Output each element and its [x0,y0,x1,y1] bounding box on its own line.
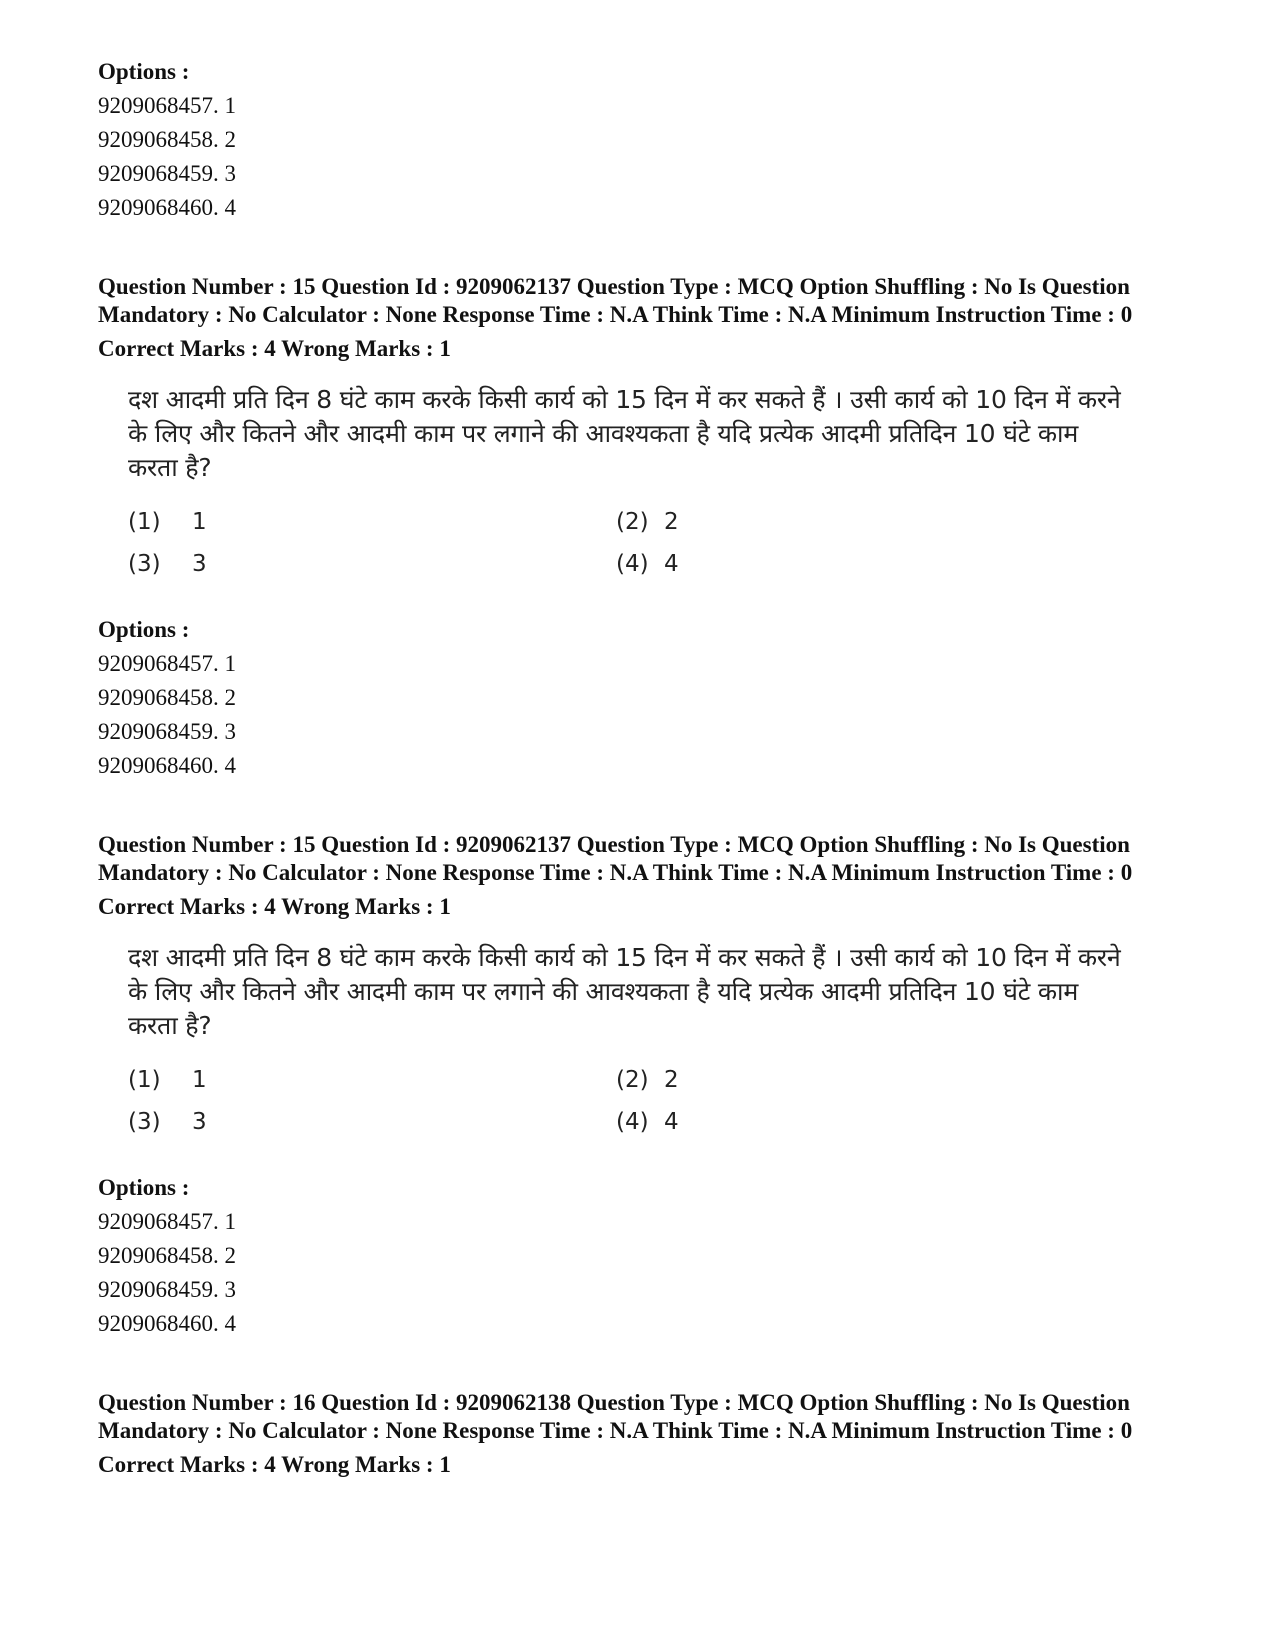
options-block [98,55,1178,225]
choice-item [616,507,816,537]
question-marks: Correct Marks : 4 Wrong Marks : 1 [98,894,451,919]
choice-item [128,1107,616,1137]
options-heading: Options : [98,617,190,642]
choice-number: (1) [128,1067,161,1093]
question-block [98,273,1178,783]
question-text: दश आदमी प्रति दिन 8 घंटे काम करके किसी कार्य को 15 दिन में कर सकते हैं । उसी कार्य को 10 दिन में करने के लिए और कितने और आदमी काम पर लगाने की आवश्यकता है यदि प्रत्येक आदमी प्रतिदिन 10 घंटे काम करता है? [128,385,1121,482]
option-line: 9209068458. 2 [98,1243,236,1268]
choice-value: 2 [664,1067,679,1093]
option-line: 9209068459. 3 [98,1277,236,1302]
choice-number: (3) [128,1109,161,1135]
choice-value: 3 [192,551,207,577]
question-header: Question Number : 15 Question Id : 9209062137 Question Type : MCQ Option Shuffling : No Is Question Mandatory : No Calculator : None Response Time : N.A Think Time : N.A Minimum Instruction Time : 0 [98,832,1133,885]
question-block [98,1389,1178,1479]
question-marks: Correct Marks : 4 Wrong Marks : 1 [98,1452,451,1477]
question-image [128,383,1128,579]
choice-grid [128,507,1128,579]
option-line: 9209068458. 2 [98,685,236,710]
options-block [98,613,1178,783]
choice-value: 3 [192,1109,207,1135]
question-header: Question Number : 16 Question Id : 9209062138 Question Type : MCQ Option Shuffling : No Is Question Mandatory : No Calculator : None Response Time : N.A Think Time : N.A Minimum Instruction Time : 0 [98,1390,1133,1443]
choice-item [128,507,616,537]
option-line: 9209068457. 1 [98,93,236,118]
option-line: 9209068457. 1 [98,1209,236,1234]
choice-value: 2 [664,509,679,535]
question-image [128,941,1128,1137]
choice-number: (3) [128,551,161,577]
choice-value: 1 [192,1067,207,1093]
option-line: 9209068460. 4 [98,195,236,220]
document-page [98,55,1178,1479]
option-line: 9209068460. 4 [98,753,236,778]
question-header: Question Number : 15 Question Id : 9209062137 Question Type : MCQ Option Shuffling : No Is Question Mandatory : No Calculator : None Response Time : N.A Think Time : N.A Minimum Instruction Time : 0 [98,274,1133,327]
options-heading: Options : [98,1175,190,1200]
choice-item [616,1107,816,1137]
choice-item [616,549,816,579]
choice-item [128,549,616,579]
choice-number: (4) [616,1109,649,1135]
question-block [98,831,1178,1341]
option-line: 9209068458. 2 [98,127,236,152]
choice-value: 1 [192,509,207,535]
option-line: 9209068460. 4 [98,1311,236,1336]
choice-grid [128,1065,1128,1137]
choice-value: 4 [664,1109,679,1135]
question-text: दश आदमी प्रति दिन 8 घंटे काम करके किसी कार्य को 15 दिन में कर सकते हैं । उसी कार्य को 10 दिन में करने के लिए और कितने और आदमी काम पर लगाने की आवश्यकता है यदि प्रत्येक आदमी प्रतिदिन 10 घंटे काम करता है? [128,943,1121,1040]
choice-item [616,1065,816,1095]
choice-number: (1) [128,509,161,535]
question-marks: Correct Marks : 4 Wrong Marks : 1 [98,336,451,361]
option-line: 9209068459. 3 [98,161,236,186]
option-line: 9209068459. 3 [98,719,236,744]
choice-number: (2) [616,1067,649,1093]
options-heading: Options : [98,59,190,84]
choice-value: 4 [664,551,679,577]
option-line: 9209068457. 1 [98,651,236,676]
choice-item [128,1065,616,1095]
choice-number: (2) [616,509,649,535]
options-block [98,1171,1178,1341]
choice-number: (4) [616,551,649,577]
